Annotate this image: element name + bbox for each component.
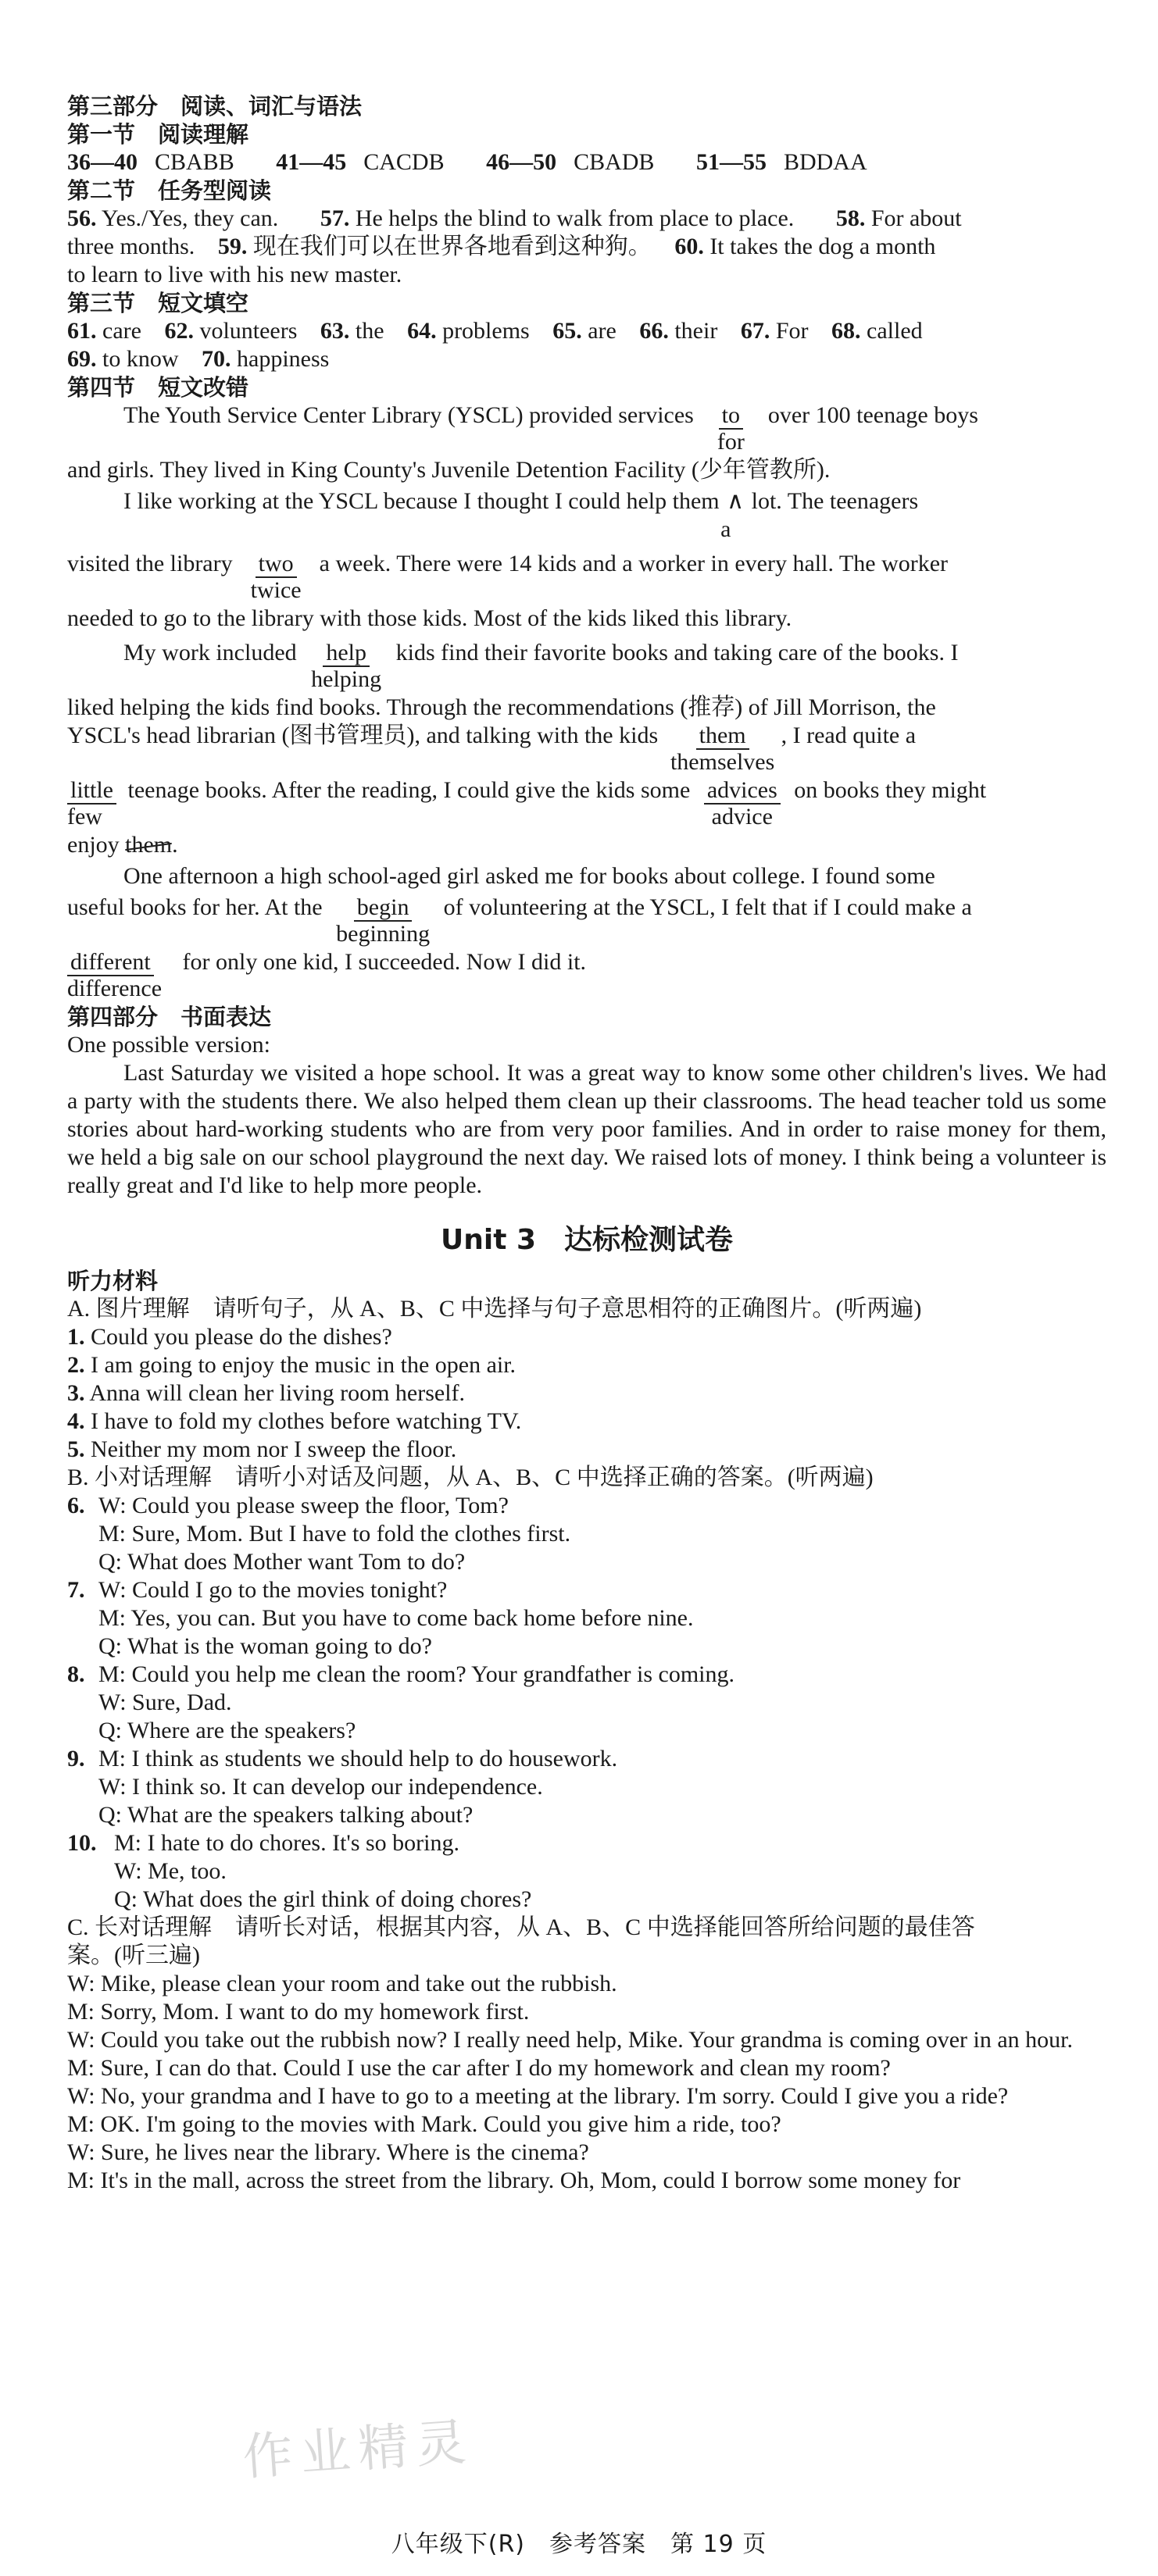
correction-word: a [720, 516, 731, 542]
correction-line: The Youth Service Center Library (YSCL) provided services to for over 100 teenage boys [123, 402, 978, 455]
error-word: advices [704, 777, 781, 805]
dialog-line: M: It's in the mall, across the street from the library. Oh, Mom, could I borrow some money for [67, 2167, 961, 2193]
correction-line: liked helping the kids find books. Through the recommendations (推荐) of Jill Morrison, the [67, 694, 936, 720]
correction-line: One afternoon a high school-aged girl asked me for books about college. I found some [123, 863, 935, 889]
dialog-item: 7. W: Could I go to the movies tonight? M: Yes, you can. But you have to come back home before nine. Q: What is the woman going to do? [67, 1577, 694, 1659]
section-a-items [67, 1323, 1106, 1464]
list-item: 5. Neither my mom nor I sweep the floor. [67, 1436, 457, 1462]
dialog-item: 8. M: Could you help me clean the room? Your grandfather is coming. W: Sure, Dad. Q: Where are the speakers? [67, 1661, 735, 1743]
error-word: to [719, 402, 743, 430]
sec1-title: 第一节 阅读理解 [67, 121, 249, 148]
insertion-mark: ∧ a [720, 487, 745, 542]
dialog-line: W: No, your grandma and I have to go to a meeting at the library. I'm sorry. Could I give you a ride? [67, 2083, 1009, 2109]
section-c-dialog [67, 1970, 1106, 2195]
list-item: 3. Anna will clean her living room herself. [67, 1380, 466, 1406]
correction-word: beginning [336, 921, 431, 947]
correction-word: advice [711, 804, 773, 830]
dialog-item: 10. M: I hate to do chores. It's so boring. W: Me, too. Q: What does the girl think of doing chores? [67, 1830, 532, 1912]
correction-word: for [717, 429, 745, 455]
correction-line: My work included help helping kids find their favorite books and taking care of the books. I [123, 640, 959, 692]
list-item: 1. Could you please do the dishes? [67, 1324, 392, 1350]
cloze-answers-row1: 61. care 62. volunteers 63. the 64. problems 65. are 66. their 67. For 68. called [67, 318, 923, 344]
dialog-line: M: Sorry, Mom. I want to do my homework first. [67, 1999, 530, 2025]
correction-line: I like working at the YSCL because I thought I could help them ∧ a lot. The teenagers [123, 487, 919, 542]
page-footer: 八年级下(R) 参考答案 第 19 页 [391, 2531, 767, 2558]
sec2-title: 第二节 任务型阅读 [67, 177, 272, 204]
sec3-title: 第三节 短文填空 [67, 290, 249, 316]
correction-word: few [67, 804, 102, 830]
listening-title: 听力材料 [67, 1268, 159, 1294]
correction-line: and girls. They lived in King County's Juvenile Detention Facility (少年管教所). [67, 457, 831, 483]
section-c-instruction: C. 长对话理解 请听长对话，根据其内容，从 A、B、C 中选择能回答所给问题的最佳答 案。(听三遍) [67, 1914, 975, 1968]
main-column [67, 92, 1106, 2195]
dialog-item: 6. W: Could you please sweep the floor, Tom? M: Sure, Mom. But I have to fold the clothes first. Q: What does Mother want Tom to do? [67, 1493, 571, 1575]
watermark: 作业精灵 [241, 2413, 476, 2488]
dialog-item: 9. M: I think as students we should help to do housework. W: I think so. It can develop our independence. Q: What are the speakers talking about? [67, 1746, 618, 1828]
answers-58-60: three months. 59. 现在我们可以在世界各地看到这种狗。 60. It takes the dog a month [67, 234, 936, 259]
dialog-line: M: OK. I'm going to the movies with Mark. Could you give him a ride, too? [67, 2111, 781, 2137]
error-correction-passage [67, 401, 1106, 1003]
correction-line: enjoy them. [67, 832, 178, 858]
correction-word: themselves [670, 749, 775, 775]
correction-line: useful books for her. At the begin beginning of volunteering at the YSCL, I felt that if I could make a [67, 894, 972, 947]
sec4-title: 第四节 短文改错 [67, 374, 249, 401]
error-word: little [67, 777, 116, 805]
correction-line: visited the library two twice a week. There were 14 kids and a worker in every hall. The worker [67, 551, 949, 603]
dialog-line: W: Could you take out the rubbish now? I really need help, Mike. Your grandma is coming over in an hour. [67, 2027, 1073, 2053]
answer-60-cont: to learn to live with his new master. [67, 262, 402, 287]
answers-56-58: 56. Yes./Yes, they can. 57. He helps the blind to walk from place to place. 58. For about [67, 205, 962, 231]
correction-line: needed to go to the library with those kids. Most of the kids liked this library. [67, 605, 792, 631]
error-word: help [323, 640, 370, 667]
part3-title: 第三部分 阅读、词汇与语法 [67, 93, 363, 120]
correction-word: twice [250, 577, 302, 603]
dialog-line: M: Sure, I can do that. Could I use the car after I do my homework and clean my room? [67, 2055, 891, 2081]
list-item: 4. I have to fold my clothes before watching TV. [67, 1408, 522, 1434]
list-item: 2. I am going to enjoy the music in the open air. [67, 1352, 516, 1378]
correction-word: difference [67, 976, 163, 1001]
unit3-title: Unit 3 达标检测试卷 [441, 1224, 733, 1256]
error-word: two [256, 551, 297, 578]
error-word: begin [354, 894, 413, 922]
section-a-instruction: A. 图片理解 请听句子，从 A、B、C 中选择与句子意思相符的正确图片。(听两遍) [67, 1296, 922, 1322]
section-b-instruction: B. 小对话理解 请听小对话及问题，从 A、B、C 中选择正确的答案。(听两遍) [67, 1465, 874, 1490]
error-word: different [67, 949, 154, 976]
part4-title: 第四部分 书面表达 [67, 1004, 272, 1030]
deleted-word: them [125, 832, 173, 858]
dialog-line: W: Mike, please clean your room and take out the rubbish. [67, 1971, 617, 1996]
essay-version-label: One possible version: [67, 1032, 270, 1058]
cloze-answers-row2: 69. to know 70. happiness [67, 346, 330, 372]
sec1-answers: 36—40 CBABB 41—45 CACDB 46—50 CBADB 51—55 BDDAA [67, 149, 867, 175]
correction-line: different difference for only one kid, I succeeded. Now I did it. [67, 949, 587, 1001]
correction-word: helping [311, 666, 382, 692]
error-word: them [696, 722, 749, 750]
correction-line: little few teenage books. After the reading, I could give the kids some advices advice on books they might [67, 777, 987, 830]
dialog-line: W: Sure, he lives near the library. Where is the cinema? [67, 2139, 589, 2165]
section-b-dialogs [67, 1492, 1106, 1914]
correction-line: YSCL's head librarian (图书管理员), and talking with the kids them themselves , I read quite a [67, 722, 917, 775]
essay-text: Last Saturday we visited a hope school. It was a great way to know some other children's lives. We had a party with the students there. We also helped them clean up their classrooms. The head teacher told us some stories about hard-working students who are from very poor families. And in order to raise money for them, we held a big sale on our school playground the next day. We raised lots of money. I think being a volunteer is really great and I'd like to help more people. [67, 1060, 1106, 1198]
